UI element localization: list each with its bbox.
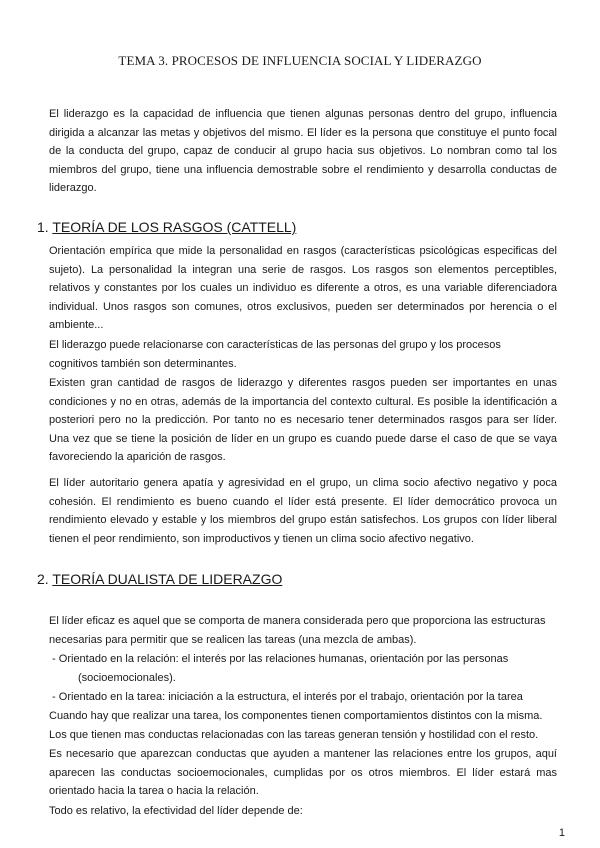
section-2-number: 2.: [37, 571, 49, 587]
section-2-title: TEORÍA DUALISTA DE LIDERAZGO: [52, 571, 283, 587]
section-2-paragraph-1a: El líder eficaz es aquel que se comporta de manera considerada pero que proporciona las estructuras: [49, 615, 546, 627]
section-1-paragraph-1: Orientación empírica que mide la personalidad en rasgos (características psicológicas especificas del sujeto). La personalidad la integran una serie de rasgos. Los rasgos son elementos perceptibles, relativos y constantes por los cuales un individuo es diferente a otros, es una variable diferenciadora individual. Unos rasgos son comunes, otros exclusivos, pueden ser determinados por herencia o el ambiente...: [49, 245, 557, 332]
section-2-paragraph-1b: necesarias para permitir que se realicen las tareas (una mezcla de ambas).: [49, 634, 417, 646]
section-2-bullet-task: - Orientado en la tarea: iniciación a la estructura, el interés por el trabajo, orientación por la tarea: [49, 691, 523, 703]
section-1-paragraph-2b: cognitivos también son determinantes.: [49, 358, 237, 370]
section-2-bullet-relation-cont: (socioemocionales).: [78, 672, 176, 684]
section-1-paragraph-4: El líder autoritario genera apatía y agresividad en el grupo, un clima socio afectivo negativo y poca cohesión. El rendimiento es bueno cuando el líder está presente. El líder democrático provoca un rendimiento elevado y estable y los miembros del grupo están satisfechos. Los grupos con líder liberal tienen el peor rendimiento, son improductivos y tienen un clima socio afectivo negativo.: [49, 477, 557, 545]
section-1-paragraph-3: Existen gran cantidad de rasgos de liderazgo y diferentes rasgos pueden ser importantes en unas condiciones y no en otras, además de la importancia del contexto cultural. Es posible la identificación a posteriori pero no la predicción. Por tanto no es necesario tener determinados rasgos para ser líder. Una vez que se tiene la posición de líder en un grupo es cuando puede darse el caso de que se vaya favoreciendo la aparición de rasgos.: [49, 377, 557, 464]
page-number: 1: [558, 827, 565, 839]
section-1-title: TEORÍA DE LOS RASGOS (CATTELL): [52, 219, 297, 235]
section-2-paragraph-3: Todo es relativo, la efectividad del líder depende de:: [49, 805, 303, 817]
section-2-paragraph-2: Es necesario que aparezcan conductas que ayuden a mantener las relaciones entre los grupos, aquí aparecen las conductas socioemocionales, cumplidas por os otros miembros. El líder estará mas orientado hacia la tarea o hacia la relación.: [49, 748, 557, 798]
intro-paragraph: El liderazgo es la capacidad de influencia que tienen algunas personas dentro del grupo, influencia dirigida a alcanzar las metas y objetivos del mismo. El líder es la persona que constituye el punto focal de la conducta del grupo, capaz de conducir al grupo hacia sus objetivos. Lo nombran como tal los miembros del grupo, tiene una influencia demostrable sobre el rendimiento y desarrolla conductas de liderazgo.: [49, 108, 557, 195]
section-2-line-a: Cuando hay que realizar una tarea, los componentes tienen comportamientos distintos con la misma.: [49, 710, 543, 722]
section-2-line-b: Los que tienen mas conductas relacionadas con las tareas generan tensión y hostilidad con el resto.: [49, 729, 539, 741]
section-2-bullet-relation: - Orientado en la relación: el interés por las relaciones humanas, orientación por las personas: [49, 653, 509, 665]
section-1-heading: [37, 219, 296, 235]
section-1-paragraph-2a: El liderazgo puede relacionarse con características de las personas del grupo y los procesos: [49, 339, 501, 351]
section-1-number: 1.: [37, 219, 49, 235]
page-title: TEMA 3. PROCESOS DE INFLUENCIA SOCIAL Y LIDERAZGO: [118, 53, 482, 68]
section-2-heading: [37, 571, 282, 587]
